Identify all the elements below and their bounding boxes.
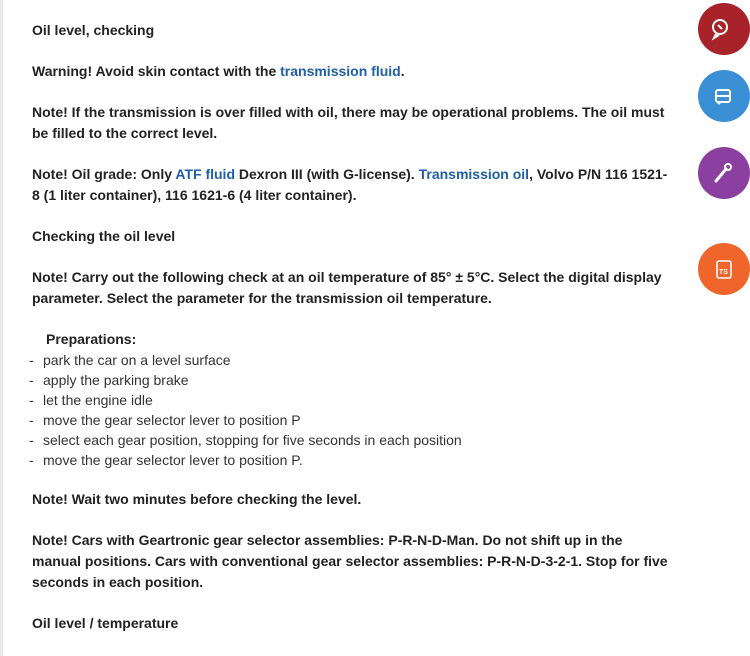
- support-chat-button[interactable]: [698, 3, 750, 55]
- note-geartronic: Note! Cars with Geartronic gear selector assemblies: P-R-N-D-Man. Do not shift up in the manual positions. Cars with conventional gear selector assemblies: P-R-N-D-3-2-1. Stop for five seconds in each position.: [32, 532, 668, 590]
- vehicle-button[interactable]: [698, 70, 750, 122]
- transmission-fluid-link[interactable]: transmission fluid: [280, 63, 401, 79]
- note-overfill: Note! If the transmission is over filled with oil, there may be operational problems. The oil must be filled to the correct level.: [32, 104, 665, 141]
- warning-text: Warning! Avoid skin contact with the: [32, 63, 281, 79]
- tsb-label: TS: [719, 269, 728, 276]
- left-rule: [0, 0, 3, 656]
- tsb-icon: [710, 257, 734, 281]
- car-icon: [710, 84, 734, 108]
- list-item: - apply the parking brake: [29, 372, 189, 388]
- tools-button[interactable]: [698, 147, 750, 199]
- section-heading: Oil level / temperature: [32, 615, 179, 631]
- wrench-icon: [710, 161, 734, 185]
- note-oil-grade: [32, 164, 672, 206]
- note-grade-text-3: , Volvo P/N 116 1521-8 (1 liter container), 116 1621-6 (4 liter container).: [32, 166, 668, 203]
- note-grade-text-1: Note! Oil grade: Only: [32, 166, 176, 182]
- step-text: move the gear selector lever to position P: [43, 412, 301, 428]
- step-text: apply the parking brake: [43, 372, 189, 388]
- warning-paragraph: [32, 61, 672, 82]
- tsb-button[interactable]: [698, 243, 750, 295]
- document-content: [29, 20, 672, 654]
- step-text: move the gear selector lever to position P.: [43, 452, 303, 468]
- step-text: let the engine idle: [43, 392, 153, 408]
- list-item: - move the gear selector lever to position P: [29, 412, 301, 428]
- section-heading: Oil level, checking: [32, 22, 155, 38]
- preparations-heading: Preparations:: [46, 331, 137, 347]
- preparations-list: [29, 350, 672, 470]
- warning-suffix: .: [400, 63, 405, 79]
- section-heading: Checking the oil level: [32, 228, 176, 244]
- note-temperature: Note! Carry out the following check at an oil temperature of 85° ± 5°C. Select the digital display parameter. Select the parameter for the transmission oil temperature.: [32, 269, 662, 306]
- note-grade-text-2: Dexron III (with G-license).: [235, 166, 419, 182]
- transmission-oil-link[interactable]: Transmission oil: [418, 166, 530, 182]
- step-text: select each gear position, stopping for five seconds in each position: [43, 432, 462, 448]
- wrench-chat-icon: [710, 17, 734, 41]
- list-item: - move the gear selector lever to position P.: [29, 452, 303, 468]
- list-item: - select each gear position, stopping for five seconds in each position: [29, 432, 462, 448]
- note-wait: Note! Wait two minutes before checking the level.: [32, 491, 362, 507]
- list-item: - let the engine idle: [29, 392, 153, 408]
- list-item: - park the car on a level surface: [29, 352, 231, 368]
- atf-fluid-link[interactable]: ATF fluid: [175, 166, 235, 182]
- step-text: park the car on a level surface: [43, 352, 231, 368]
